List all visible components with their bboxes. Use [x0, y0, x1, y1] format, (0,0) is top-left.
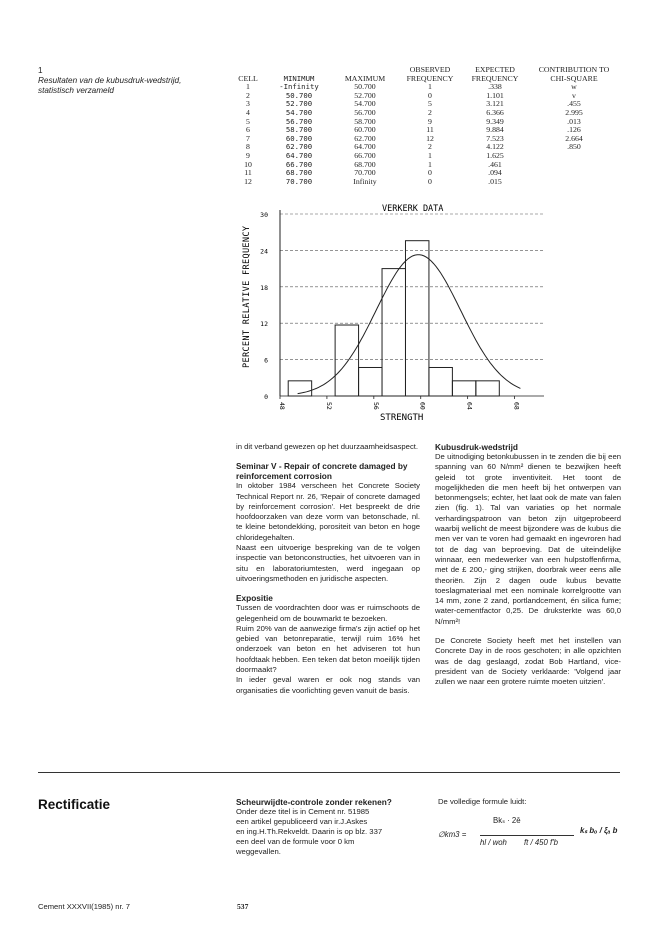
formula-intro: De volledige formule luidt: — [438, 797, 527, 806]
table-cell-con: w — [571, 82, 577, 92]
y-tick-label: 24 — [260, 247, 268, 256]
table-cell-min: 66.700 — [285, 159, 313, 169]
x-tick-label: 60 — [418, 402, 427, 410]
rectificatie-line: een artikel gepubliceerd van ir.J.Askes — [236, 817, 368, 826]
x-tick-label: 52 — [324, 402, 333, 410]
formula-denominator-1: hl / woh — [480, 838, 507, 847]
paragraph: Ruim 20% van de aanwezige firma's zijn actief op het gebied van betonreparatie, terwijl ruim 16% het onderzoek van beton en het adviseren tot hun hoofdtaak hebben. Een teken dat beton moeilijk tijden doormaakt? — [236, 623, 420, 675]
table-cell-min: 70.700 — [285, 176, 313, 186]
chart-title: VERKERK DATA — [382, 204, 444, 214]
y-tick-label: 12 — [260, 320, 268, 329]
histogram-bar — [288, 381, 311, 396]
table-cell-max: 50.700 — [354, 82, 376, 92]
paragraph: In ieder geval waren er ook nog stands van organisaties die voorlichting geven vanuit de basis. — [236, 675, 420, 695]
paragraph: Naast een uitvoerige bespreking van de te volgen inspectie van betonconstructies, het uitvoeren van in situ en laboratoriumtesten, werd ingegaan op uitvoeringsmethoden en juridische aspecten. — [236, 543, 420, 583]
fitted-normal-curve — [298, 255, 521, 394]
y-tick-label: 6 — [264, 356, 268, 365]
section-divider — [38, 772, 620, 773]
figure-caption — [38, 66, 181, 96]
caption-line-1: Resultaten van de kubusdruk-wedstrijd, — [38, 76, 182, 85]
paragraph: In oktober 1984 verscheen het Concrete Society Technical Report nr. 26, 'Repair of concrete damaged by reinforcement corrosion'. Het bespreekt de drie hoofdoorzaken van deze vorm van betonschade, nl. te kleine betondekking, porositeit van beton en hoge chloridegehalten. — [236, 481, 420, 542]
table-cell-cell: 5 — [246, 116, 250, 126]
table-cell-exp: .094 — [488, 168, 502, 178]
table-cell-obs: 11 — [426, 125, 434, 135]
section-heading: Seminar V - Repair of concrete damaged by reinforcement corrosion — [236, 461, 408, 482]
table-cell-con: 2.664 — [565, 133, 583, 143]
table-cell-exp: .461 — [488, 159, 502, 169]
table-cell-con: .013 — [567, 116, 581, 126]
table-cell-obs: 12 — [426, 133, 434, 143]
x-tick-label: 48 — [278, 402, 286, 410]
table-body — [228, 83, 618, 186]
table-cell-exp: .338 — [488, 82, 502, 92]
footer-journal: Cement XXXVII(1985) nr. 7 — [38, 902, 131, 911]
table-cell-obs: 1 — [428, 150, 432, 160]
header-expected-2: FREQUENCY — [471, 73, 519, 83]
rectificatie-line: Onder deze titel is in Cement nr. 51985 — [236, 807, 370, 816]
x-axis-label: STRENGTH — [380, 413, 424, 423]
chi-square-table — [228, 66, 618, 186]
table-cell-min: 68.700 — [285, 168, 313, 178]
paragraph: De uitnodiging betonkubussen in te zenden die bij een spanning van 60 N/mm² dienen te bezwijken heeft geleid tot grote inventiviteit. Het toont de mogelijkheden die men heeft bij het ontwerpen van betonmengsels; echter, het laat ook de mate van falen zien (fig. 1). Tal van variaties op het normale verhardingspatroon van beton zijn uitgeprobeerd waarbij wellicht de meest bijzondere was de kubus die men ver van te voren had gemaakt en ingevroren had tot de dag van beproeving. Dat de uiteindelijke winnaar, een medewerker van een hulpstoffenfirma, met de £ 200,- ging strijken, doorbrak weer eens alle theoriën. Zijn 2 dagen oude kubus bevatte toeslagmateriaal met een nominale korrelgrootte van 14 mm, zone 2 zand, portlandcement, én silica fume; water-cementfactor 0,25. De druksterkte was 60,0 N/mm²! — [435, 452, 621, 626]
header-cell: CELL — [238, 73, 258, 83]
table-cell-obs: 5 — [428, 99, 432, 109]
table-cell-obs: 1 — [428, 159, 432, 169]
header-minimum: MINIMUM — [283, 73, 315, 83]
table-cell-exp: 4.122 — [486, 142, 504, 152]
paragraph: Tussen de voordrachten door was er ruimschoots de gelegenheid om de bouwmarkt te bezoeken. — [236, 603, 420, 623]
table-cell-exp: 9.349 — [486, 116, 504, 126]
table-cell-exp: 7.523 — [486, 133, 504, 143]
formula-right-factor: kₛ bₒ / ξₐ b — [580, 826, 618, 835]
table-cell-exp: 1.625 — [486, 150, 504, 160]
table-cell-max: 70.700 — [354, 168, 376, 178]
x-tick-label: 56 — [371, 402, 380, 410]
table-cell-obs: 0 — [428, 90, 432, 100]
table-cell-exp: 6.366 — [486, 107, 504, 117]
fraction-line — [480, 835, 574, 836]
rectificatie-line: weggevallen. — [236, 847, 281, 856]
header-maximum: MAXIMUM — [344, 73, 386, 83]
y-axis-label: PERCENT RELATIVE FREQUENCY — [242, 225, 252, 368]
table-cell-con: .455 — [567, 99, 581, 109]
table-cell-cell: 2 — [246, 90, 250, 100]
y-tick-label: 0 — [264, 393, 268, 401]
header-expected-1: EXPECTED — [475, 65, 515, 74]
rectificatie-subtitle: Scheurwijdte-controle zonder rekenen? — [236, 797, 392, 807]
table-row — [228, 178, 618, 187]
table-cell-min: 54.700 — [285, 107, 313, 117]
table-cell-max: Infinity — [353, 176, 377, 186]
table-cell-max: 54.700 — [354, 99, 376, 109]
table-cell-exp: 9.884 — [486, 125, 504, 135]
table-cell-max: 60.700 — [354, 125, 376, 135]
table-cell-con: .850 — [567, 142, 581, 152]
section-heading: Kubusdruk-wedstrijd — [435, 442, 518, 452]
table-cell-con: .126 — [567, 125, 581, 135]
y-tick-label: 30 — [260, 211, 268, 219]
table-cell-obs: 2 — [428, 107, 432, 117]
table-cell-cell: 10 — [244, 159, 252, 169]
chart-bars — [288, 241, 499, 396]
table-cell-cell: 11 — [244, 168, 252, 178]
article-column-right — [435, 442, 621, 697]
table-cell-obs: 0 — [428, 168, 432, 178]
table-cell-con: v — [572, 90, 576, 100]
table-cell-con — [530, 169, 618, 178]
table-cell-cell: 9 — [246, 150, 250, 160]
table-cell-obs: 2 — [428, 142, 432, 152]
figure-number: 1 — [38, 66, 43, 75]
header-observed-1: OBSERVED — [409, 65, 451, 74]
article-column-left — [236, 442, 420, 705]
table-cell-max: 56.700 — [354, 107, 376, 117]
chart-grid — [280, 210, 544, 399]
table-cell-cell: 6 — [246, 125, 250, 135]
table-cell-max: 52.700 — [354, 90, 376, 100]
table-cell-min: 56.700 — [285, 116, 313, 126]
formula-denominator-2: ft / 450 f'b — [524, 838, 558, 847]
histogram-bar — [382, 269, 405, 396]
table-cell-max: 62.700 — [354, 133, 376, 143]
histogram-bar — [429, 367, 452, 396]
table-cell-cell: 8 — [246, 142, 250, 152]
histogram-bar — [452, 381, 475, 396]
table-cell-obs: 9 — [428, 116, 432, 126]
table-cell-cell: 4 — [246, 107, 250, 117]
formula-lhs: ∅km3 = — [438, 830, 467, 839]
histogram-bar — [476, 381, 499, 396]
table-cell-exp: 3.121 — [486, 99, 504, 109]
paragraph: in dit verband gewezen op het duurzaamheidsaspect. — [236, 442, 419, 451]
table-cell-min: 62.700 — [285, 142, 313, 152]
formula-numerator: Bkₛ · 2ē — [493, 816, 521, 825]
histogram-bar — [405, 241, 428, 396]
table-cell-con — [530, 161, 618, 170]
header-contrib-2: CHI-SQUARE — [550, 73, 598, 83]
table-cell-min: -Infinity — [279, 82, 319, 92]
table-cell-max: 68.700 — [354, 159, 376, 169]
table-cell-min: 64.700 — [285, 150, 313, 160]
table-cell-obs: 0 — [428, 176, 432, 186]
table-cell-min: 60.700 — [285, 133, 313, 143]
header-observed-2: FREQUENCY — [406, 73, 454, 83]
paragraph: De Concrete Society heeft met het instellen van Concrete Day in de roos geschoten; in alle opzichten was de dag geslaagd, zodat Bob Hartland, vice-president van de Society verklaarde: 'Volgend jaar zullen we naar een grotere ruimte moeten uitzien'. — [435, 636, 621, 687]
y-tick-label: 18 — [260, 283, 268, 292]
table-cell-max: 64.700 — [354, 142, 376, 152]
table-cell-con — [530, 178, 618, 187]
x-tick-label: 68 — [512, 402, 521, 410]
section-heading: Expositie — [236, 593, 273, 604]
table-cell-exp: .015 — [488, 176, 502, 186]
table-cell-con: 2.995 — [565, 107, 583, 117]
table-cell-min: 50.700 — [285, 90, 313, 100]
table-cell-obs: 1 — [428, 82, 432, 92]
table-cell-min: 52.700 — [285, 99, 313, 109]
table-cell-con — [530, 152, 618, 161]
histogram-chart — [240, 196, 560, 424]
table-cell-cell: 1 — [246, 82, 250, 92]
rectificatie-text — [236, 797, 426, 857]
header-contrib-1: CONTRIBUTION TO — [538, 65, 610, 74]
table-cell-exp: 1.101 — [486, 90, 504, 100]
table-cell-max: 66.700 — [354, 150, 376, 160]
table-cell-cell: 12 — [244, 176, 252, 186]
table-cell-cell: 7 — [246, 133, 250, 143]
caption-line-2: statistisch verzameld — [38, 86, 114, 95]
histogram-bar — [359, 367, 382, 396]
table-cell-max: 58.700 — [354, 116, 376, 126]
chart-tick-labels — [260, 211, 520, 410]
histogram-bar — [335, 325, 358, 396]
rectificatie-line: een deel van de formule voor 0 km — [236, 837, 355, 846]
table-cell-min: 58.700 — [285, 125, 313, 135]
rectificatie-title: Rectificatie — [38, 797, 111, 812]
table-cell-cell: 3 — [246, 99, 250, 109]
formula — [438, 816, 623, 862]
page-number: 537 — [237, 902, 249, 911]
rectificatie-line: en ing.H.Th.Rekveldt. Daarin is op blz. 337 — [236, 827, 383, 836]
x-tick-label: 64 — [465, 402, 474, 410]
